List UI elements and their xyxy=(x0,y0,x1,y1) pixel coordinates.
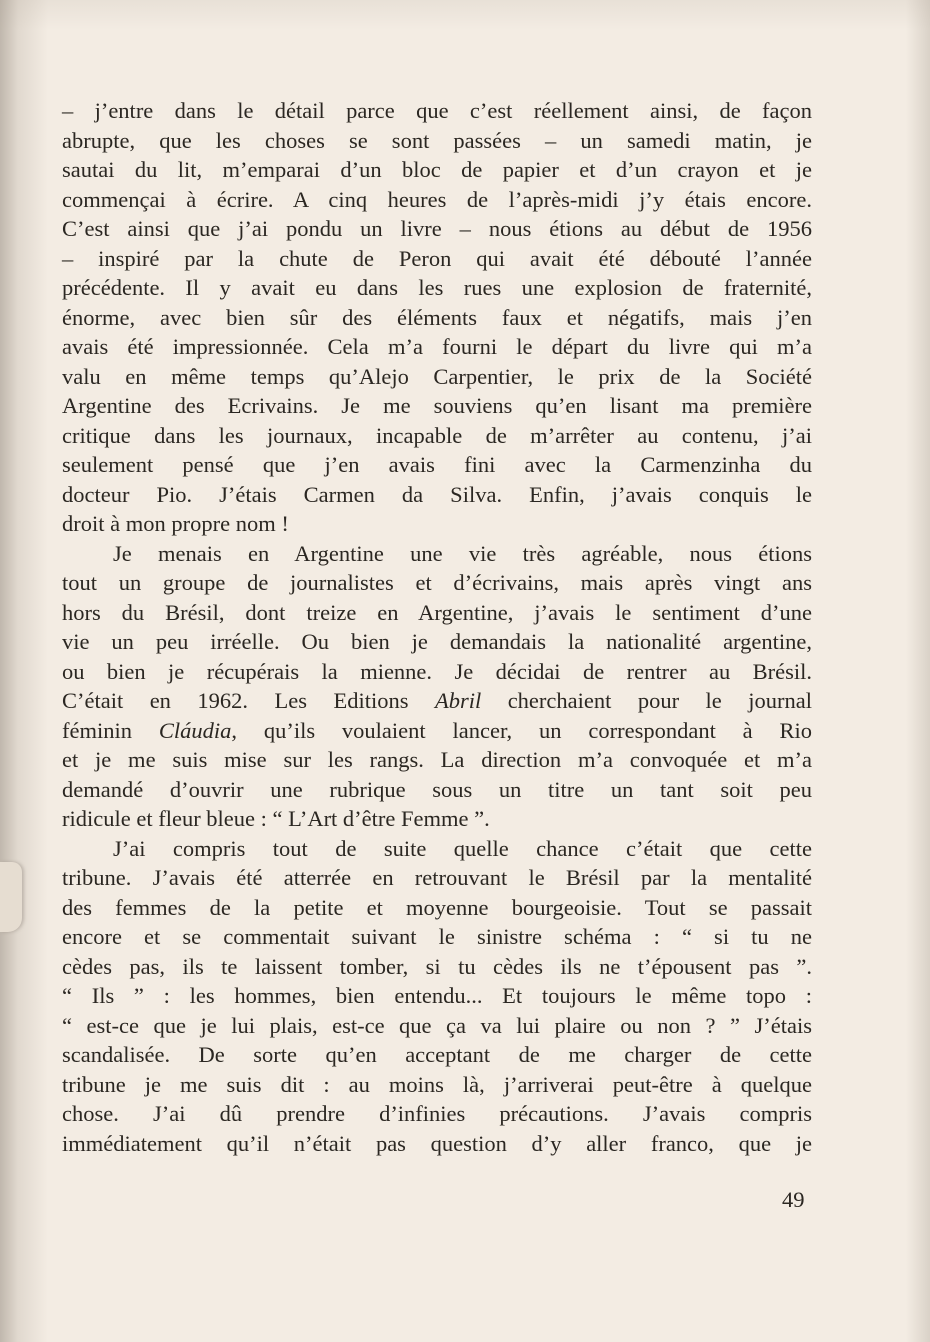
text-line: – inspiré par la chute de Peron qui avait été débouté l’année xyxy=(62,245,812,271)
text-line: valu en même temps qu’Alejo Carpentier, le prix de la Société xyxy=(62,363,812,389)
text-line: chose. J’ai dû prendre d’infinies précautions. J’avais compris xyxy=(62,1101,812,1126)
text-line: sautai du lit, m’emparai d’un bloc de papier et d’un crayon et je xyxy=(62,157,812,182)
text-line: scandalisée. De sorte qu’en acceptant de me charger de cette xyxy=(62,1042,812,1067)
text-line: – j’entre dans le détail parce que c’est réellement ainsi, de façon xyxy=(62,98,812,123)
text-line: “ est-ce que je lui plais, est-ce que ça va lui plaire ou non ? ” J’étais xyxy=(62,1012,812,1038)
text-line: tout un groupe de journalistes et d’écrivains, mais après vingt ans xyxy=(62,570,812,595)
text-line: hors du Brésil, dont treize en Argentine, j’avais le sentiment d’une xyxy=(62,599,812,625)
text-line: C’est ainsi que j’ai pondu un livre – nous étions au début de 1956 xyxy=(62,216,812,241)
text-line: des femmes de la petite et moyenne bourgeoisie. Tout se passait xyxy=(62,894,812,920)
text-line: Argentine des Ecrivains. Je me souviens qu’en lisant ma première xyxy=(62,393,812,418)
text-line: cèdes pas, ils te laissent tomber, si tu cèdes ils ne t’épousent pas ”. xyxy=(62,953,812,979)
text-line: demandé d’ouvrir une rubrique sous un titre un tant soit peu xyxy=(62,776,812,802)
text-line: abrupte, que les choses se sont passées – un samedi matin, je xyxy=(62,127,812,153)
text-line: vie un peu irréelle. Ou bien je demandais la nationalité argentine, xyxy=(62,629,812,654)
text-line: C’était en 1962. Les Editions Abril cherchaient pour le journal xyxy=(62,688,812,713)
text-line: ou bien je récupérais la mienne. Je décidai de rentrer au Brésil. xyxy=(62,658,812,684)
text-line: immédiatement qu’il n’était pas question d’y aller franco, que je xyxy=(62,1130,812,1156)
body-text xyxy=(62,96,812,1158)
text-line: avais été impressionnée. Cela m’a fourni le départ du livre qui m’a xyxy=(62,334,812,359)
text-line: féminin Cláudia, qu’ils voulaient lancer, un correspondant à Rio xyxy=(62,717,813,743)
text-line: seulement pensé que j’en avais fini avec la Carmenzinha du xyxy=(62,452,812,477)
text-line: J’ai compris tout de suite quelle chance c’était que cette xyxy=(113,835,812,861)
text-line: tribune. J’avais été atterrée en retrouvant le Brésil par la mentalité xyxy=(62,865,812,890)
page-number: 49 xyxy=(782,1187,805,1212)
text-line: commençai à écrire. A cinq heures de l’après-midi j’y étais encore. xyxy=(62,186,812,212)
page-tear xyxy=(0,862,22,932)
text-line: encore et se commentait suivant le sinistre schéma : “ si tu ne xyxy=(62,924,812,949)
text-line: tribune je me suis dit : au moins là, j’arriverai peut-être à quelque xyxy=(62,1071,812,1097)
text-line: critique dans les journaux, incapable de m’arrêter au contenu, j’ai xyxy=(62,422,812,448)
text-line: “ Ils ” : les hommes, bien entendu... Et toujours le même topo : xyxy=(62,983,812,1008)
text-line: Je menais en Argentine une vie très agréable, nous étions xyxy=(113,540,812,566)
text-line: et je me suis mise sur les rangs. La direction m’a convoquée et m’a xyxy=(62,747,812,772)
text-line: droit à mon propre nom ! xyxy=(62,511,289,536)
text-line: ridicule et fleur bleue : “ L’Art d’être Femme ”. xyxy=(62,806,490,831)
text-line: précédente. Il y avait eu dans les rues une explosion de fraternité, xyxy=(62,275,812,300)
text-line: docteur Pio. J’étais Carmen da Silva. Enfin, j’avais conquis le xyxy=(62,481,812,507)
text-line: énorme, avec bien sûr des éléments faux et négatifs, mais j’en xyxy=(62,304,812,330)
